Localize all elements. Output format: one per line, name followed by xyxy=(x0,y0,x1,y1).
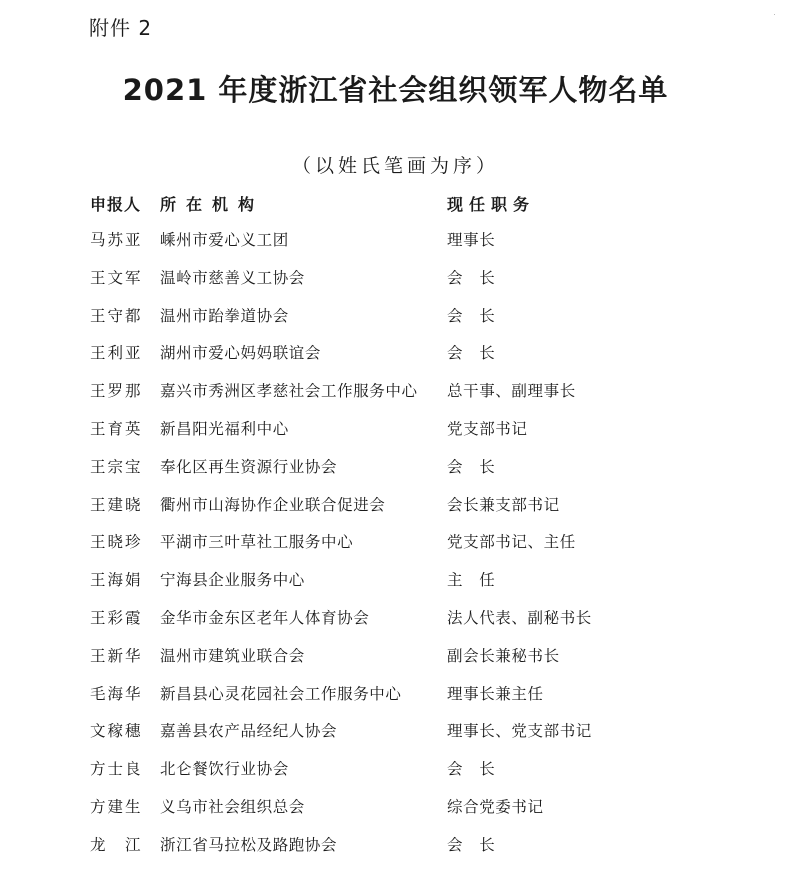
row-name: 王彩霞 xyxy=(90,608,143,627)
row-org: 浙江省马拉松及路跑协会 xyxy=(160,835,338,854)
document-subtitle: （以姓氏笔画为序） xyxy=(291,155,499,177)
row-name: 王育英 xyxy=(90,419,143,438)
row-org: 新昌阳光福利中心 xyxy=(160,419,289,438)
table-row xyxy=(0,379,791,417)
table-row xyxy=(0,606,791,644)
row-name: 王建晓 xyxy=(90,495,143,514)
row-position: 综合党委书记 xyxy=(447,797,544,816)
row-org: 奉化区再生资源行业协会 xyxy=(160,457,338,476)
row-name: 马苏亚 xyxy=(90,231,143,249)
row-org: 嘉善县农产品经纪人协会 xyxy=(160,722,338,741)
row-position: 会 长 xyxy=(447,344,496,363)
row-name: 方建生 xyxy=(90,797,143,816)
row-name: 王利亚 xyxy=(90,344,143,363)
table-row xyxy=(0,455,791,493)
row-name: 王宗宝 xyxy=(90,457,143,476)
row-position: 会 长 xyxy=(447,457,496,476)
table-row xyxy=(0,417,791,455)
row-org: 平湖市三叶草社工服务中心 xyxy=(160,533,354,552)
row-position: 会 长 xyxy=(447,268,496,287)
table-row xyxy=(0,757,791,795)
table-row xyxy=(0,719,791,757)
row-position: 理事长 xyxy=(447,231,496,249)
row-name: 王海娟 xyxy=(90,571,143,590)
row-name: 王罗那 xyxy=(90,382,143,401)
row-org: 嵊州市爱心义工团 xyxy=(160,231,289,249)
row-position: 副会长兼秘书长 xyxy=(447,646,560,665)
header-position: 现任职务 xyxy=(447,195,536,214)
row-position: 主 任 xyxy=(447,571,496,590)
row-name: 王新华 xyxy=(90,646,143,665)
table-row xyxy=(0,644,791,682)
row-position: 法人代表、副秘书长 xyxy=(447,608,592,627)
row-name: 王守都 xyxy=(90,306,143,325)
table-row xyxy=(0,530,791,568)
row-position: 理事长、党支部书记 xyxy=(447,722,592,741)
table-row xyxy=(0,341,791,379)
table-row xyxy=(0,228,791,266)
row-name: 毛海华 xyxy=(90,684,143,703)
row-position: 会 长 xyxy=(447,306,496,325)
row-org: 金华市金东区老年人体育协会 xyxy=(160,608,370,627)
row-name: 王晓珍 xyxy=(90,533,143,552)
document-title: 2021 年度浙江省社会组织领军人物名单 xyxy=(122,73,669,107)
row-org: 北仑餐饮行业协会 xyxy=(160,760,289,779)
row-org: 温州市跆拳道协会 xyxy=(160,306,289,325)
row-name: 龙 江 xyxy=(90,835,143,854)
table-row xyxy=(0,304,791,342)
table-row xyxy=(0,682,791,720)
row-org: 义乌市社会组织总会 xyxy=(160,797,305,816)
table-row xyxy=(0,493,791,531)
table-header xyxy=(0,192,791,216)
row-position: 总干事、副理事长 xyxy=(447,382,576,401)
row-org: 嘉兴市秀洲区孝慈社会工作服务中心 xyxy=(160,382,418,401)
row-name: 文稼穗 xyxy=(90,722,143,741)
row-position: 会 长 xyxy=(447,760,496,779)
table-body xyxy=(0,228,791,871)
row-name: 王文军 xyxy=(90,268,143,287)
row-org: 温州市建筑业联合会 xyxy=(160,646,305,665)
row-position: 党支部书记 xyxy=(447,419,528,438)
header-name: 申报人 xyxy=(90,195,142,214)
table-row xyxy=(0,833,791,871)
table-row xyxy=(0,568,791,606)
row-org: 温岭市慈善义工协会 xyxy=(160,268,305,287)
row-org: 新昌县心灵花园社会工作服务中心 xyxy=(160,684,402,703)
table-row xyxy=(0,795,791,833)
row-position: 理事长兼主任 xyxy=(447,684,544,703)
row-org: 湖州市爱心妈妈联谊会 xyxy=(160,344,322,363)
scan-speck xyxy=(774,14,775,15)
row-name: 方士良 xyxy=(90,760,143,779)
table-row xyxy=(0,266,791,304)
row-position: 党支部书记、主任 xyxy=(447,533,576,552)
row-position: 会长兼支部书记 xyxy=(447,495,560,514)
row-org: 宁海县企业服务中心 xyxy=(160,571,305,590)
attachment-label: 附件 2 xyxy=(89,16,153,40)
row-org: 衢州市山海协作企业联合促进会 xyxy=(160,495,386,514)
row-position: 会 长 xyxy=(447,835,496,854)
header-org: 所在机构 xyxy=(160,195,265,214)
